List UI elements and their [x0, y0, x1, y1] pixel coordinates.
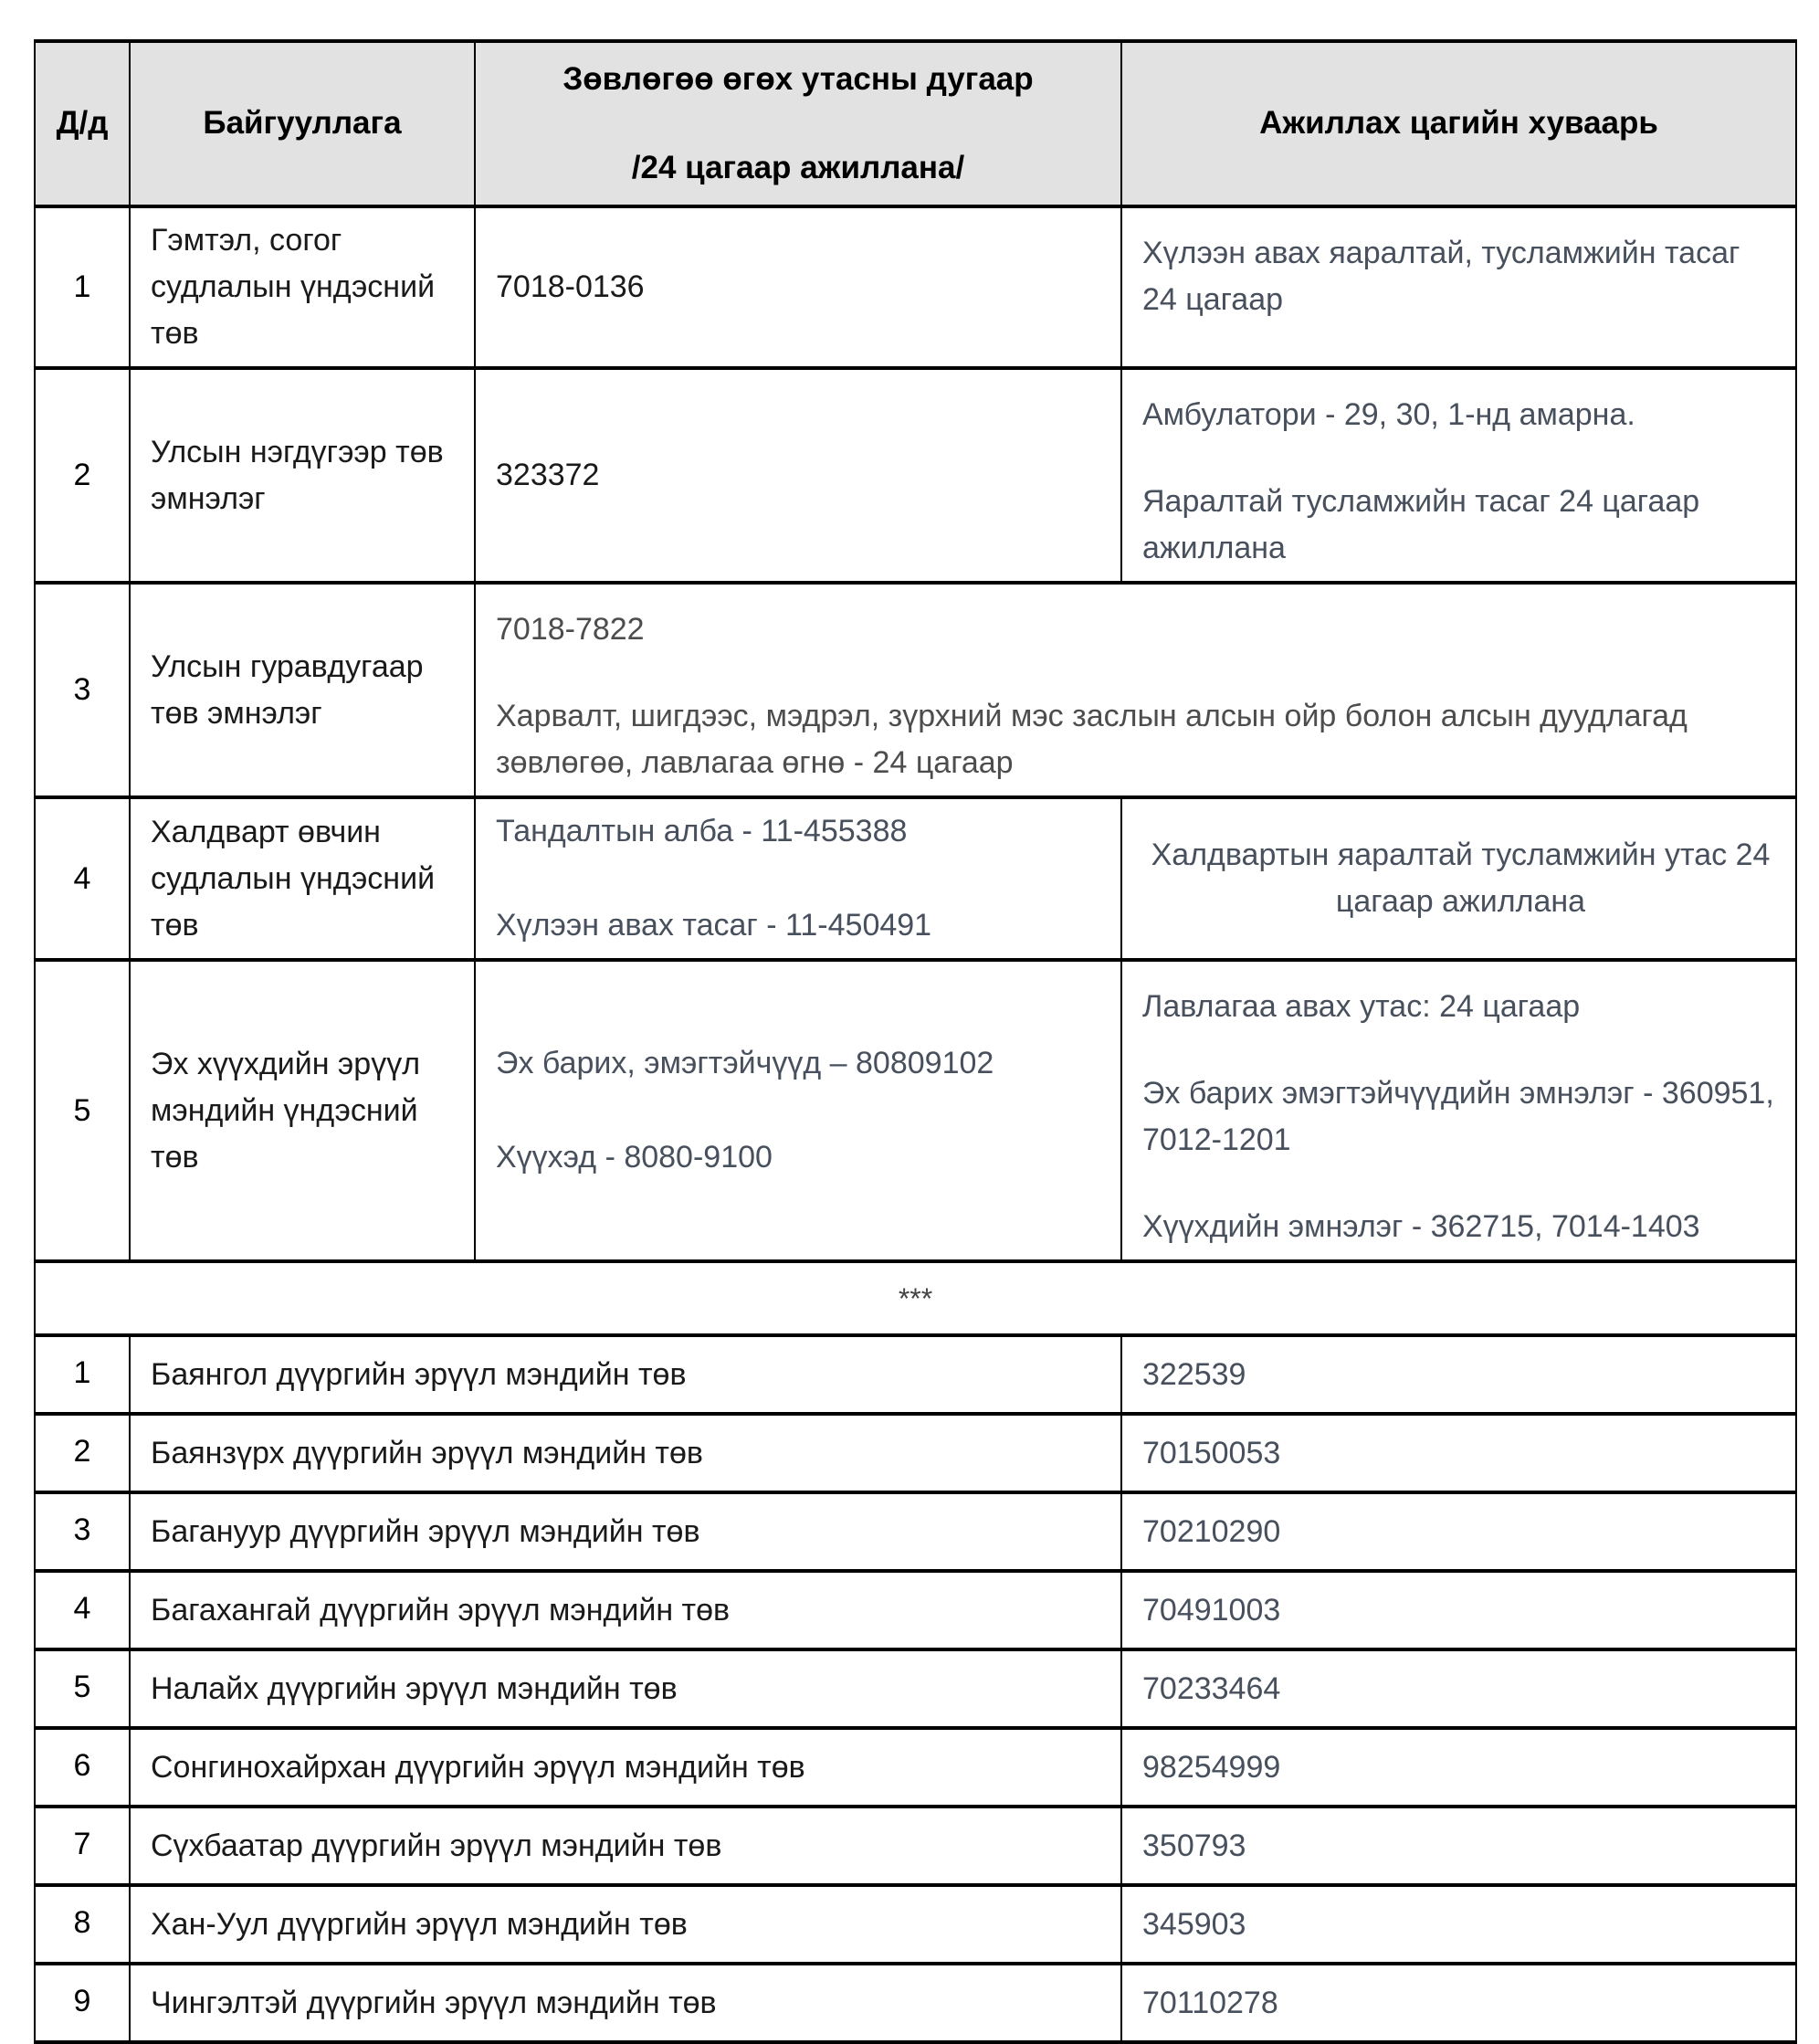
district-phone: 70110278	[1121, 1964, 1796, 2042]
district-name: Чингэлтэй дүүргийн эрүүл мэндийн төв	[130, 1964, 1121, 2042]
row-number: 1	[35, 1335, 130, 1414]
org-name: Эх хүүхдийн эрүүл мэндийн үндэсний төв	[130, 960, 475, 1261]
phone-cell	[475, 960, 1121, 1261]
row-number: 9	[35, 1964, 130, 2042]
phone-cell	[475, 797, 1121, 960]
district-row	[35, 1414, 1796, 1492]
row-number: 2	[35, 1414, 130, 1492]
header-cell-no: Д/д	[35, 41, 130, 206]
district-name: Налайх дүүргийн эрүүл мэндийн төв	[130, 1649, 1121, 1728]
main-row-5	[35, 960, 1796, 1261]
phone-line: Хүлээн авах тасаг - 11-450491	[496, 908, 932, 943]
district-name: Баянгол дүүргийн эрүүл мэндийн төв	[130, 1335, 1121, 1414]
schedule-line: Эх барих эмэгтэйчүүдийн эмнэлэг - 360951, 7012-1201	[1142, 1076, 1774, 1157]
district-phone: 345903	[1121, 1885, 1796, 1964]
row-number: 8	[35, 1885, 130, 1964]
org-name: Халдварт өвчин судлалын үндэсний төв	[130, 797, 475, 960]
org-name: Гэмтэл, согог судлалын үндэсний төв	[130, 206, 475, 368]
row-number: 4	[35, 1571, 130, 1649]
schedule-line: Хүүхдийн эмнэлэг - 362715, 7014-1403	[1142, 1209, 1700, 1244]
header-cell-org: Байгууллага	[130, 41, 475, 206]
org-name: Улсын нэгдүгээр төв эмнэлэг	[130, 368, 475, 583]
phone-line: Хүүхэд - 8080-9100	[496, 1140, 773, 1175]
row-number: 3	[35, 1492, 130, 1571]
schedule-cell: Халдвартын яаралтай тусламжийн утас 24 цагаар ажиллана	[1121, 797, 1796, 960]
row-number: 5	[35, 960, 130, 1261]
schedule-line: Лавлагаа авах утас: 24 цагаар	[1142, 989, 1581, 1024]
district-row	[35, 1885, 1796, 1964]
phone-cell: 323372	[475, 368, 1121, 583]
schedule-line: Яаралтай тусламжийн тасаг 24 цагаар ажиллана	[1142, 484, 1700, 565]
phone-line: Тандалтын алба - 11-455388	[496, 814, 908, 848]
district-row	[35, 1964, 1796, 2042]
row-number: 3	[35, 583, 130, 797]
district-name: Сүхбаатар дүүргийн эрүүл мэндийн төв	[130, 1807, 1121, 1885]
district-name: Хан-Уул дүүргийн эрүүл мэндийн төв	[130, 1885, 1121, 1964]
note-line: Харвалт, шигдээс, мэдрэл, зүрхний мэс заслын алсын ойр болон алсын дуудлагад зөвлөгөө, лавлагаа өгнө - 24 цагаар	[496, 699, 1688, 780]
district-name: Багануур дүүргийн эрүүл мэндийн төв	[130, 1492, 1121, 1571]
district-row	[35, 1807, 1796, 1885]
main-row-4	[35, 797, 1796, 960]
main-row-2	[35, 368, 1796, 583]
district-phone: 98254999	[1121, 1728, 1796, 1807]
phone-line: 7018-7822	[496, 612, 645, 647]
header-cell-schedule: Ажиллах цагийн хуваарь	[1121, 41, 1796, 206]
district-phone: 70210290	[1121, 1492, 1796, 1571]
row-number: 6	[35, 1728, 130, 1807]
row-number: 7	[35, 1807, 130, 1885]
district-phone: 70233464	[1121, 1649, 1796, 1728]
district-name: Багахангай дүүргийн эрүүл мэндийн төв	[130, 1571, 1121, 1649]
phone-cell: 7018-0136	[475, 206, 1121, 368]
separator-row	[35, 1261, 1796, 1335]
schedule-line: Амбулатори - 29, 30, 1-нд амарна.	[1142, 397, 1635, 432]
main-row-1	[35, 206, 1796, 368]
schedule-cell	[1121, 368, 1796, 583]
district-name: Сонгинохайрхан дүүргийн эрүүл мэндийн төв	[130, 1728, 1121, 1807]
header-phone-line2: /24 цагаар ажиллана/	[631, 149, 965, 185]
district-name: Баянзүрх дүүргийн эрүүл мэндийн төв	[130, 1414, 1121, 1492]
org-name: Улсын гуравдугаар төв эмнэлэг	[130, 583, 475, 797]
phone-line: Эх барих, эмэгтэйчүүд – 80809102	[496, 1046, 994, 1080]
row-number: 1	[35, 206, 130, 368]
header-cell-phone	[475, 41, 1121, 206]
schedule-cell	[1121, 960, 1796, 1261]
district-row	[35, 1492, 1796, 1571]
district-phone: 70150053	[1121, 1414, 1796, 1492]
row-number: 2	[35, 368, 130, 583]
phone-note-merged-cell	[475, 583, 1796, 797]
main-row-3	[35, 583, 1796, 797]
schedule-cell: Хүлээн авах яаралтай, тусламжийн тасаг 24 цагаар	[1121, 206, 1796, 368]
district-row	[35, 1335, 1796, 1414]
district-phone: 350793	[1121, 1807, 1796, 1885]
phone-directory-table	[34, 39, 1797, 2044]
row-number: 5	[35, 1649, 130, 1728]
district-phone: 70491003	[1121, 1571, 1796, 1649]
district-row	[35, 1728, 1796, 1807]
district-row	[35, 1571, 1796, 1649]
header-phone-line1: Зөвлөгөө өгөх утасны дугаар	[563, 61, 1034, 97]
header-row	[35, 41, 1796, 206]
separator-marks: ***	[35, 1261, 1796, 1335]
row-number: 4	[35, 797, 130, 960]
district-phone: 322539	[1121, 1335, 1796, 1414]
district-row	[35, 1649, 1796, 1728]
